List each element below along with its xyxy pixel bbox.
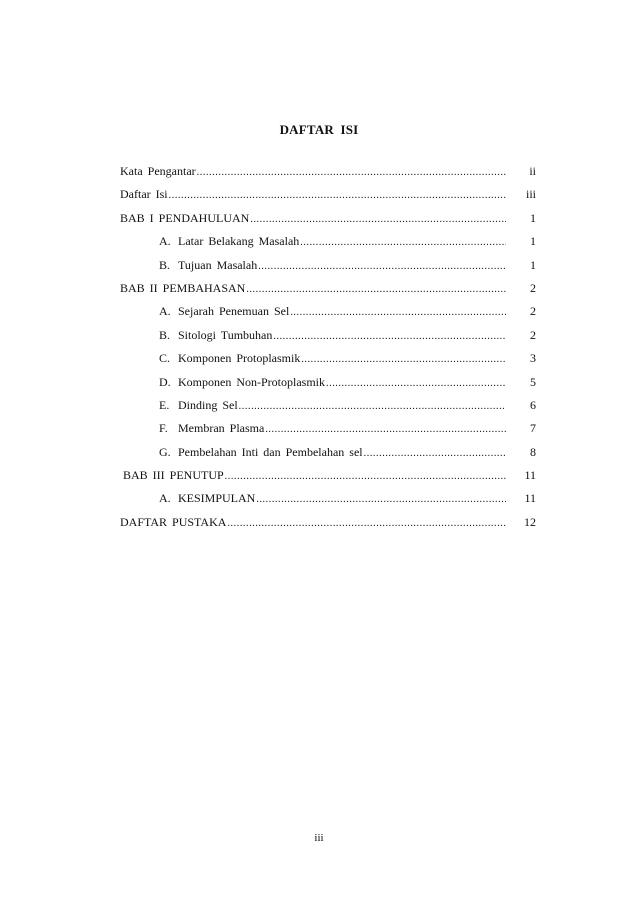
toc-entry-dinding-sel[interactable] xyxy=(120,394,536,417)
toc-entry-bab-2[interactable] xyxy=(120,277,536,300)
toc-entry-label: BAB II PEMBAHASAN xyxy=(120,280,246,295)
toc-entry-membran-plasma[interactable] xyxy=(120,417,536,440)
toc-entry-page: 12 xyxy=(524,514,536,529)
dot-leader xyxy=(301,348,506,371)
toc-entry-marker: B. xyxy=(159,257,171,272)
dot-leader xyxy=(256,488,506,511)
dot-leader xyxy=(258,255,506,278)
toc-entry-page: iii xyxy=(525,187,536,202)
toc-entry-bab-3[interactable] xyxy=(120,464,536,487)
toc-entry-page: 7 xyxy=(530,421,536,436)
dot-leader xyxy=(246,278,506,301)
table-of-contents xyxy=(120,160,536,534)
toc-entry-page: 1 xyxy=(530,257,536,272)
toc-entry-label: Sitologi Tumbuhan xyxy=(178,327,273,342)
toc-entry-page: 2 xyxy=(530,280,536,295)
toc-entry-page: 1 xyxy=(530,210,536,225)
toc-entry-label: DAFTAR PUSTAKA xyxy=(120,514,227,529)
dot-leader xyxy=(225,465,506,488)
toc-entry-page: ii xyxy=(529,164,536,178)
toc-entry-latar-belakang[interactable] xyxy=(120,230,536,253)
toc-entry-marker: A. xyxy=(159,491,171,506)
dot-leader xyxy=(364,442,506,465)
dot-leader xyxy=(300,231,506,254)
toc-entry-marker: A. xyxy=(159,304,171,319)
toc-entry-label: Dinding Sel xyxy=(178,397,238,412)
toc-entry-kata-pengantar[interactable] xyxy=(120,160,536,183)
toc-entry-marker: G. xyxy=(159,444,171,459)
toc-entry-bab-1[interactable] xyxy=(120,207,536,230)
toc-entry-label: Membran Plasma xyxy=(178,421,265,436)
toc-entry-daftar-isi[interactable] xyxy=(120,183,536,206)
toc-entry-label: Pembelahan Inti dan Pembelahan sel xyxy=(178,444,363,459)
toc-entry-page: 5 xyxy=(530,374,536,389)
toc-entry-page: 11 xyxy=(524,491,536,506)
toc-entry-page: 1 xyxy=(530,234,536,249)
toc-entry-page: 6 xyxy=(530,397,536,412)
toc-entry-label: BAB III PENUTUP xyxy=(123,468,224,483)
toc-entry-daftar-pustaka[interactable] xyxy=(120,511,536,534)
toc-entry-komponen-protoplasmik[interactable] xyxy=(120,347,536,370)
toc-entry-marker: D. xyxy=(159,374,171,389)
footer-page-number: iii xyxy=(314,832,324,844)
toc-entry-page: 8 xyxy=(530,444,536,459)
toc-entry-marker: C. xyxy=(159,351,171,366)
toc-entry-label: Sejarah Penemuan Sel xyxy=(178,304,290,319)
toc-entry-komponen-non-protoplasmik[interactable] xyxy=(120,371,536,394)
toc-entry-page: 2 xyxy=(530,304,536,319)
dot-leader xyxy=(239,395,506,418)
dot-leader xyxy=(273,325,506,348)
toc-entry-label: Tujuan Masalah xyxy=(178,257,258,272)
dot-leader xyxy=(197,161,506,184)
toc-entry-label: Komponen Protoplasmik xyxy=(178,351,301,366)
dot-leader xyxy=(250,208,506,231)
toc-entry-label: BAB I PENDAHULUAN xyxy=(120,210,250,225)
toc-entry-label: KESIMPULAN xyxy=(178,491,256,506)
dot-leader xyxy=(290,301,506,324)
toc-entry-marker: A. xyxy=(159,234,171,249)
dot-leader xyxy=(265,418,506,441)
toc-entry-page: 3 xyxy=(530,351,536,366)
toc-entry-label: Daftar Isi xyxy=(120,187,168,202)
toc-entry-pembelahan[interactable] xyxy=(120,441,536,464)
toc-entry-label: Kata Pengantar xyxy=(120,164,196,178)
toc-entry-marker: F. xyxy=(159,421,168,436)
toc-entry-marker: E. xyxy=(159,397,170,412)
toc-entry-label: Komponen Non-Protoplasmik xyxy=(178,374,325,389)
toc-entry-tujuan-masalah[interactable] xyxy=(120,254,536,277)
toc-entry-sitologi-tumbuhan[interactable] xyxy=(120,324,536,347)
toc-entry-marker: B. xyxy=(159,327,171,342)
toc-entry-sejarah-penemuan-sel[interactable] xyxy=(120,300,536,323)
toc-entry-page: 2 xyxy=(530,327,536,342)
toc-entry-kesimpulan[interactable] xyxy=(120,487,536,510)
dot-leader xyxy=(169,184,506,207)
dot-leader xyxy=(326,372,506,395)
toc-entry-label: Latar Belakang Masalah xyxy=(178,234,300,249)
page-title: DAFTAR ISI xyxy=(279,122,359,137)
toc-entry-page: 11 xyxy=(524,468,536,483)
dot-leader xyxy=(227,512,506,535)
